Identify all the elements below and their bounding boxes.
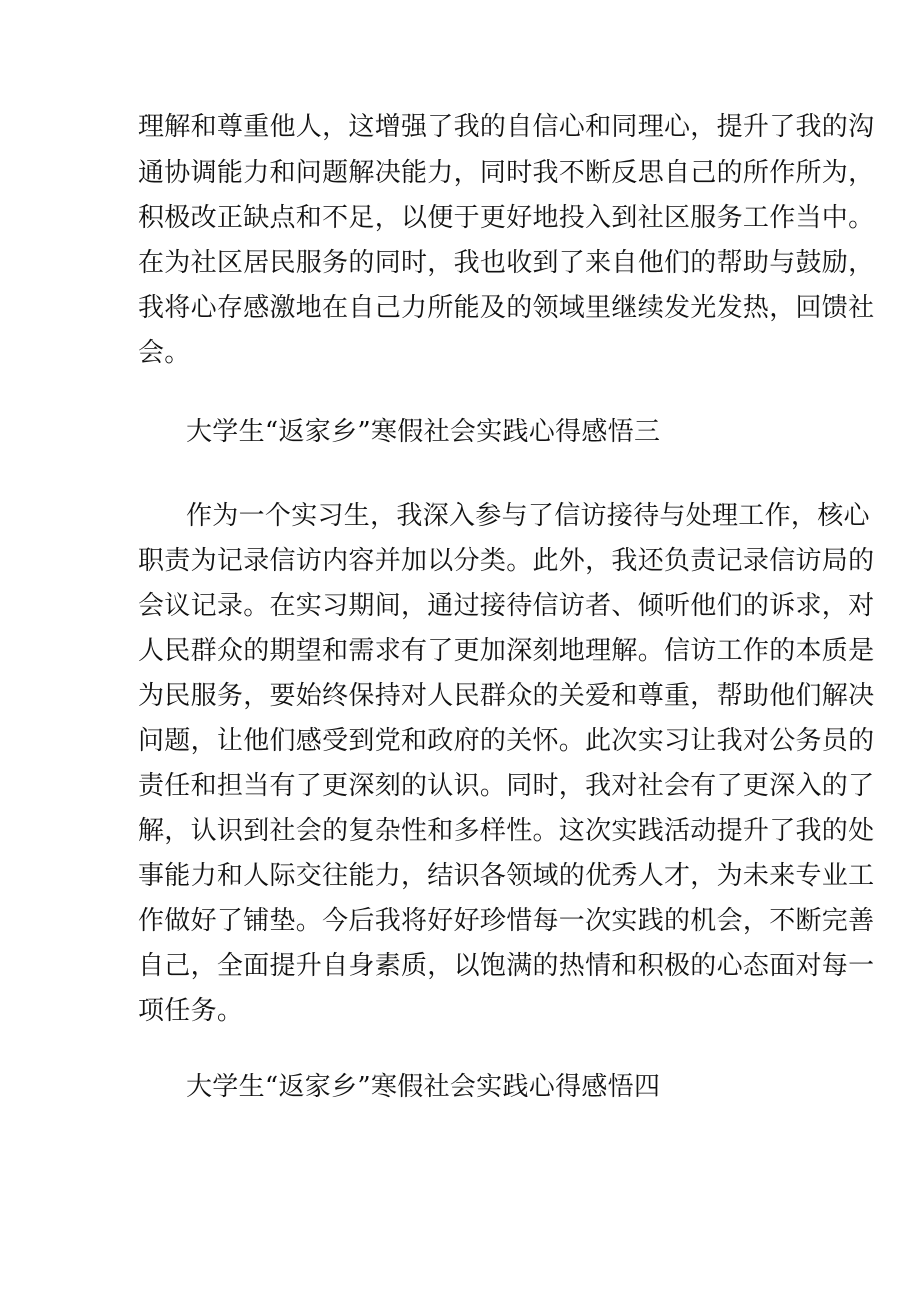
section-heading-4: 大学生“返家乡”寒假社会实践心得感悟四 bbox=[186, 1072, 661, 1102]
paragraph-line: 职责为记录信访内容并加以分类。此外，我还负责记录信访局的 bbox=[138, 546, 875, 576]
paragraph-line: 人民群众的期望和需求有了更加深刻地理解。信访工作的本质是 bbox=[138, 636, 875, 666]
paragraph-line: 解，认识到社会的复杂性和多样性。这次实践活动提升了我的处 bbox=[138, 816, 875, 846]
paragraph-line: 作做好了铺垫。今后我将好好珍惜每一次实践的机会，不断完善 bbox=[138, 906, 875, 936]
section-heading-3: 大学生“返家乡”寒假社会实践心得感悟三 bbox=[186, 417, 661, 447]
paragraph-line: 积极改正缺点和不足，以便于更好地投入到社区服务工作当中。 bbox=[138, 203, 875, 233]
paragraph-line: 在为社区居民服务的同时，我也收到了来自他们的帮助与鼓励， bbox=[138, 248, 875, 278]
paragraph-line: 会。 bbox=[138, 338, 191, 368]
paragraph-line: 责任和担当有了更深刻的认识。同时，我对社会有了更深入的了 bbox=[138, 771, 875, 801]
paragraph-line: 事能力和人际交往能力，结识各领域的优秀人才，为未来专业工 bbox=[138, 861, 875, 891]
paragraph-line: 我将心存感激地在自己力所能及的领域里继续发光发热，回馈社 bbox=[138, 293, 875, 323]
paragraph-line: 自己，全面提升自身素质，以饱满的热情和积极的心态面对每一 bbox=[138, 951, 875, 981]
paragraph-line: 理解和尊重他人，这增强了我的自信心和同理心，提升了我的沟 bbox=[138, 112, 875, 142]
paragraph-line: 项任务。 bbox=[138, 996, 244, 1026]
paragraph-line: 作为一个实习生，我深入参与了信访接待与处理工作，核心 bbox=[186, 501, 870, 531]
paragraph-line: 为民服务，要始终保持对人民群众的关爱和尊重，帮助他们解决 bbox=[138, 681, 875, 711]
paragraph-line: 通协调能力和问题解决能力，同时我不断反思自己的所作所为， bbox=[138, 158, 875, 188]
paragraph-line: 问题，让他们感受到党和政府的关怀。此次实习让我对公务员的 bbox=[138, 726, 875, 756]
paragraph-line: 会议记录。在实习期间，通过接待信访者、倾听他们的诉求，对 bbox=[138, 591, 875, 621]
